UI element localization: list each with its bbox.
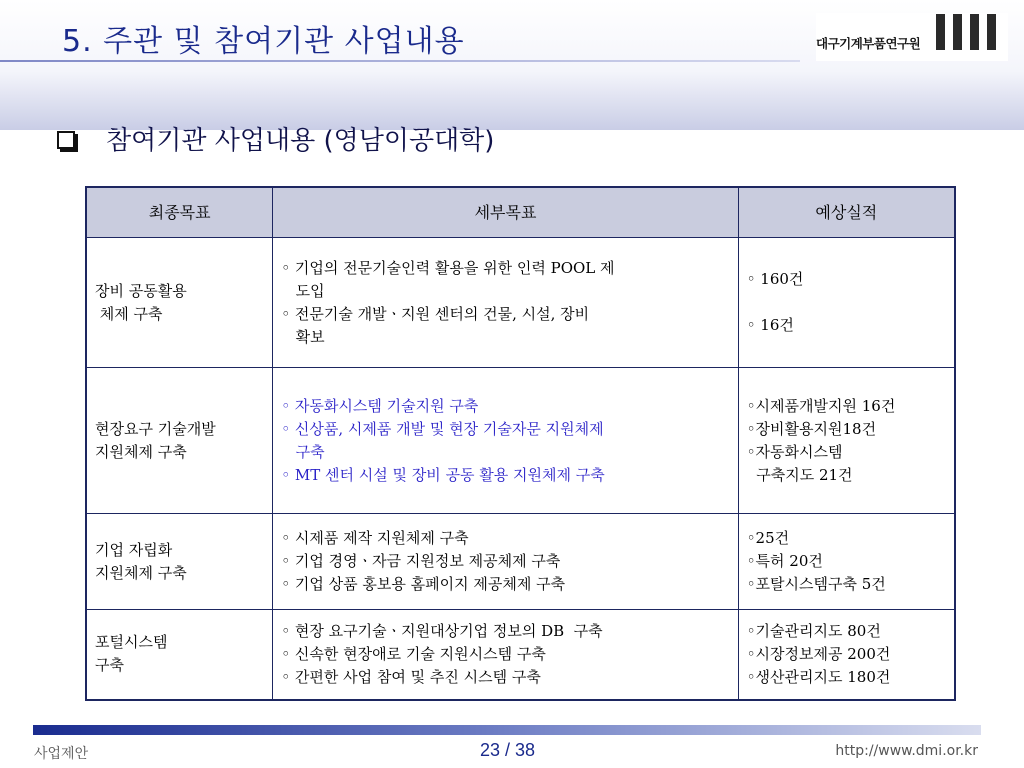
goal-line: 포털시스템 — [95, 633, 168, 652]
result-line: ◦ 160건 — [746, 270, 804, 288]
goal-line: 기업 자립화 — [95, 540, 173, 559]
checkbox-bullet-icon — [57, 131, 75, 149]
footer-bar — [33, 725, 981, 735]
detail-line: ◦ 신속한 현장애로 기술 지원시스템 구축 — [281, 644, 546, 663]
plan-table — [85, 186, 956, 701]
footer-url: http://www.dmi.or.kr — [835, 743, 978, 759]
result-line: ◦장비활용지원18건 — [746, 419, 877, 438]
header-final-goal: 최종목표 — [86, 187, 273, 238]
result-cell — [738, 514, 955, 610]
table-header-row — [86, 187, 955, 238]
result-cell — [738, 610, 955, 700]
result-spacer — [747, 291, 946, 314]
detail-cell — [273, 368, 738, 514]
result-line: ◦ 16건 — [746, 316, 794, 334]
detail-line: ◦ 기업 상품 홍보용 홈페이지 제공체제 구축 — [281, 575, 566, 593]
detail-cell — [273, 610, 738, 700]
goal-cell — [86, 368, 273, 514]
footer-label: 사업제안 — [34, 746, 89, 762]
detail-cell — [273, 514, 738, 610]
goal-line: 체제 구축 — [95, 304, 163, 323]
goal-line: 지원체제 구축 — [95, 563, 187, 582]
logo-bar — [936, 14, 945, 50]
detail-line: 확보 — [281, 327, 325, 346]
title-divider — [0, 60, 800, 62]
result-line: ◦특허 20건 — [746, 552, 823, 570]
result-line: ◦시장정보제공 200건 — [746, 644, 891, 663]
result-line: ◦생산관리지도 180건 — [746, 667, 891, 686]
table-row — [86, 514, 955, 610]
detail-cell — [273, 238, 738, 368]
detail-line: ◦ 간편한 사업 참여 및 추진 시스템 구축 — [281, 667, 541, 686]
goal-line: 현장요구 기술개발 — [95, 419, 216, 438]
detail-line: 도입 — [281, 281, 325, 300]
goal-line: 구축 — [95, 656, 124, 675]
page-number: 23 / 38 — [480, 740, 536, 760]
result-cell — [738, 368, 955, 514]
header-expected-result: 예상실적 — [738, 187, 955, 238]
detail-line: 구축 — [281, 442, 325, 461]
table-row — [86, 368, 955, 514]
detail-line: ◦ 현장 요구기술ㆍ지원대상기업 정보의 DB 구축 — [281, 621, 603, 640]
goal-line: 장비 공동활용 — [95, 281, 187, 300]
result-cell — [738, 238, 955, 368]
section-subtitle: 참여기관 사업내용 (영남이공대학) — [106, 126, 495, 156]
detail-line: ◦ 시제품 제작 지원체제 구축 — [281, 529, 469, 547]
detail-line: ◦ 전문기술 개발ㆍ지원 센터의 건물, 시설, 장비 — [281, 304, 590, 323]
detail-line: ◦ 자동화시스템 기술지원 구축 — [281, 396, 479, 415]
header-detail-goal: 세부목표 — [273, 187, 738, 238]
logo-text: 대구기계부품연구원 — [816, 36, 921, 51]
logo-bar — [953, 14, 962, 50]
slide-title: 5. 주관 및 참여기관 사업내용 — [62, 24, 465, 59]
table-row — [86, 238, 955, 368]
result-line: ◦25건 — [746, 529, 790, 547]
detail-line: ◦ 신상품, 시제품 개발 및 현장 기술자문 지원체제 — [281, 419, 604, 438]
logo-mark-icon — [936, 14, 1006, 50]
detail-line: ◦ 기업 경영ㆍ자금 지원정보 제공체제 구축 — [281, 552, 561, 570]
goal-cell — [86, 514, 273, 610]
logo-bar — [987, 14, 996, 50]
goal-line: 지원체제 구축 — [95, 442, 187, 461]
result-line: ◦기술관리지도 80건 — [746, 621, 881, 640]
detail-line: ◦ 기업의 전문기술인력 활용을 위한 인력 POOL 제 — [281, 258, 615, 277]
goal-cell — [86, 610, 273, 700]
detail-line: ◦ MT 센터 시설 및 장비 공동 활용 지원체제 구축 — [281, 465, 605, 484]
result-line: 구축지도 21건 — [746, 465, 853, 484]
table-row — [86, 610, 955, 700]
result-line: ◦시제품개발지원 16건 — [746, 396, 896, 415]
result-line: ◦자동화시스템 — [746, 442, 843, 461]
logo-bar — [970, 14, 979, 50]
result-line: ◦포탈시스템구축 5건 — [746, 575, 886, 593]
goal-cell — [86, 238, 273, 368]
